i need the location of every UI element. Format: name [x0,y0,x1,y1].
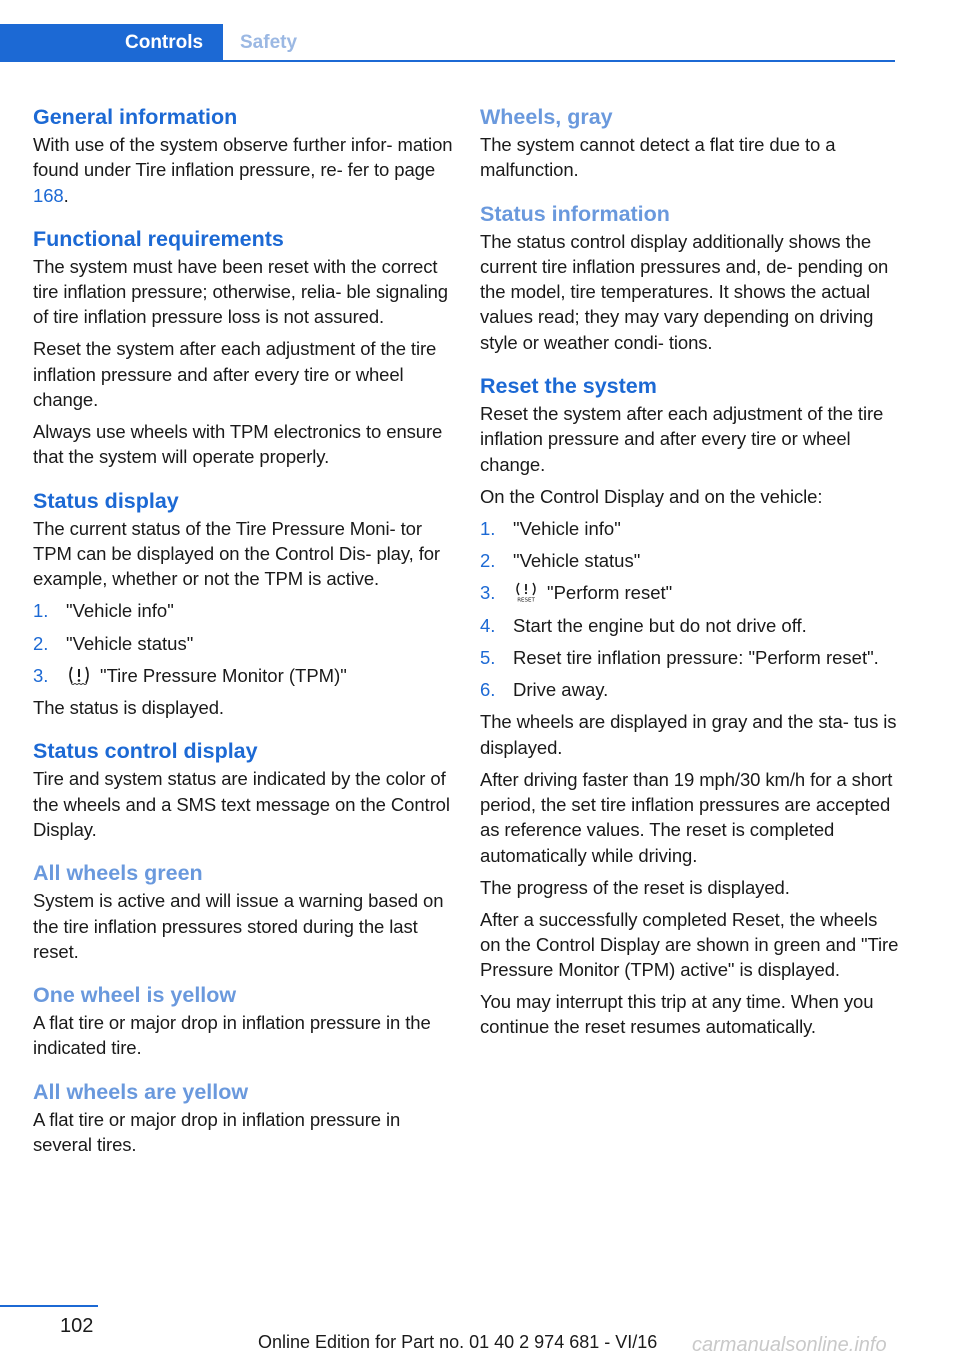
step-number: 1. [33,600,49,622]
all-yellow-paragraph: A flat tire or major drop in inflation pressure in several tires. [33,1108,401,1156]
general-paragraph [33,132,453,208]
green-paragraph: System is active and will issue a warning based on the tire inflation pressures stored during the last reset. [33,890,444,962]
step-text: "Vehicle status" [66,632,194,654]
heading-general-information: General information [33,105,238,129]
list-item [480,645,900,670]
functional-paragraph-3: Always use wheels with TPM electronics to ensure that the system will operate properly. [33,421,443,468]
step-text: "Tire Pressure Monitor (TPM)" [100,664,347,686]
heading-status-control-display: Status control display [33,739,258,764]
general-text-end: . [63,184,69,206]
functional-paragraph-2: Reset the system after each adjustment of the tire inflation pressure and after every tire or wheel change. [33,338,437,411]
list-item [33,598,453,623]
status-control-paragraph: Tire and system status are indicated by the color of the wheels and a SMS text message on the Control Display. [33,768,450,840]
left-column [33,100,453,1164]
step-number: 2. [480,549,496,571]
step-number: 4. [480,614,496,636]
status-display-paragraph: The current status of the Tire Pressure Moni‐ tor TPM can be displayed on the Control Dis‐ play, for example, whether or not the TPM is active. [33,517,440,590]
status-info-paragraph: The status control display additionally shows the current tire inflation pressures and, de‐ pending on the model, tire temperatures. It shows the actual values read; they may vary depending on driving style or weather condi‐ tions. [480,230,889,353]
heading-functional-requirements: Functional requirements [33,226,284,251]
step-number: 6. [480,679,496,701]
step-text: "Perform reset" [547,582,673,604]
right-column [480,100,900,1046]
status-displayed-paragraph: The status is displayed. [33,697,224,719]
functional-paragraph-1: The system must have been reset with the correct tire inflation pressure; otherwise, relia‐ ble signaling of tire inflation pressure loss is not assured. [33,255,448,328]
heading-status-display: Status display [33,488,179,513]
list-item [480,580,900,605]
step-text: "Vehicle status" [513,549,641,571]
tpm-reset-icon [513,582,539,602]
tab-safety[interactable]: Safety [240,32,298,53]
step-text: Start the engine but do not drive off. [513,614,807,636]
step-number: 3. [33,664,49,686]
reset-paragraph-6: After a successfully completed Reset, the wheels on the Control Display are shown in green and "Tire Pressure Monitor (TPM) active" is displayed. [480,908,899,981]
tab-controls[interactable]: Controls [0,24,223,62]
step-number: 2. [33,632,49,654]
watermark: carmanualsonline.info [692,1334,887,1356]
list-item [33,631,453,656]
step-text: Reset tire inflation pressure: "Perform reset". [513,646,879,668]
page-168-link[interactable]: 168 [33,184,64,206]
step-text: Drive away. [513,679,609,701]
heading-wheels-gray: Wheels, gray [480,105,613,129]
reset-steps [480,516,900,703]
reset-paragraph-7: You may interrupt this trip at any time. When you continue the reset resumes automatically. [480,991,874,1038]
heading-all-wheels-green: All wheels green [33,861,203,886]
heading-status-information: Status information [480,201,670,226]
list-item [480,677,900,702]
reset-paragraph-2: On the Control Display and on the vehicle: [480,485,823,507]
list-item [33,663,453,688]
list-item [480,613,900,638]
heading-reset-the-system: Reset the system [480,374,657,399]
step-text: "Vehicle info" [66,600,174,622]
chapter-tab-bar [0,24,895,62]
reset-paragraph-5: The progress of the reset is displayed. [480,876,790,898]
gray-paragraph: The system cannot detect a flat tire due to a malfunction. [480,134,836,181]
heading-all-wheels-yellow: All wheels are yellow [33,1079,249,1104]
edition-text: Online Edition for Part no. 01 40 2 974 681 - VI/16 [258,1332,658,1352]
reset-paragraph-1: Reset the system after each adjustment of the tire inflation pressure and after every tire or wheel change. [480,403,884,475]
page-number: 102 [60,1315,94,1337]
step-text-with-icon [513,580,900,605]
step-number: 1. [480,517,496,539]
reset-paragraph-3: The wheels are displayed in gray and the sta‐ tus is displayed. [480,711,897,758]
reset-icon-label: RESET [517,597,535,603]
general-text: With use of the system observe further infor‐ mation found under Tire inflation pressure, re‐ fer to page [33,134,453,181]
status-display-steps [33,598,453,688]
tab-bar-rule [0,60,895,62]
step-number: 5. [480,646,496,668]
one-yellow-paragraph: A flat tire or major drop in inflation pressure in the indicated tire. [33,1012,431,1059]
reset-paragraph-4: After driving faster than 19 mph/30 km/h for a short period, the set tire inflation pressures are accepted as reference values. The reset is completed automatically while driving. [480,768,893,866]
tpm-warning-icon [66,665,92,685]
footer-rule [0,1305,98,1307]
list-item [480,548,900,573]
step-text: "Vehicle info" [513,517,621,539]
step-number: 3. [480,582,496,604]
step-text-with-icon [66,663,453,688]
list-item [480,516,900,541]
heading-one-wheel-yellow: One wheel is yellow [33,983,237,1008]
